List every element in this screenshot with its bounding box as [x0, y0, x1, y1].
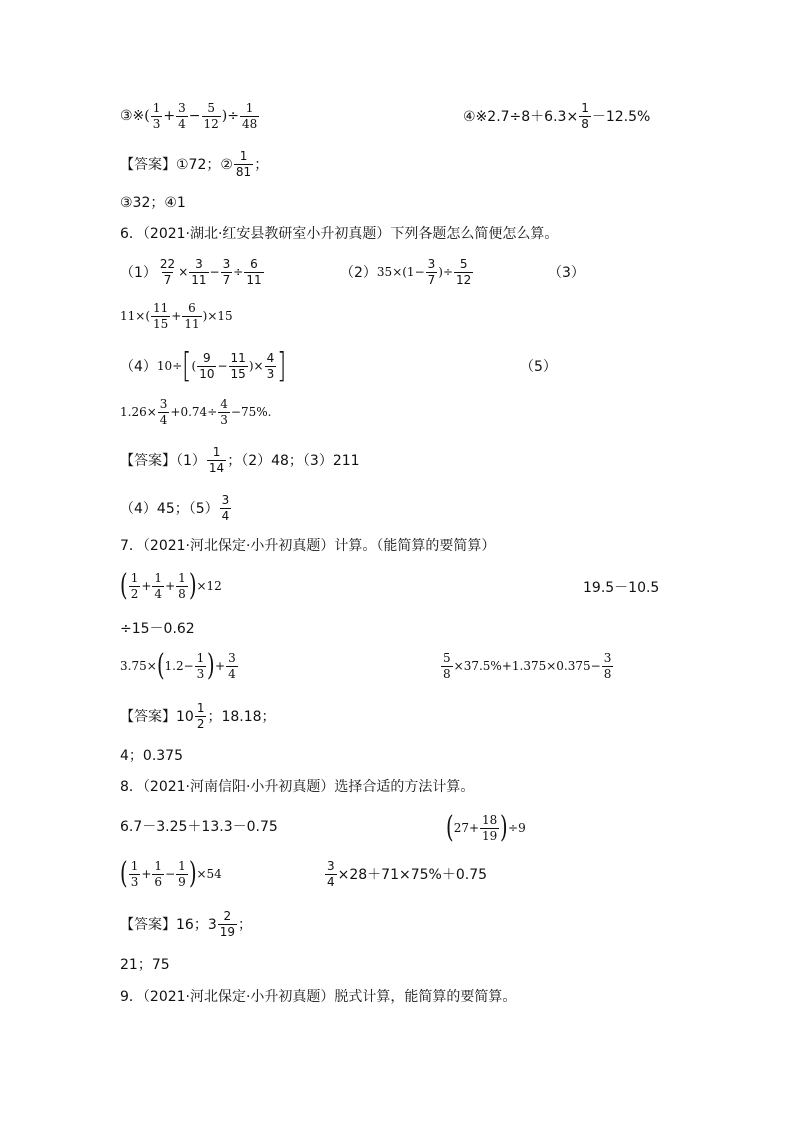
fraction: $\frac{3}{4}$	[159, 396, 168, 427]
q7-expr2-part1: 19.5－10.5	[583, 580, 660, 596]
answer-tail: ；（2）48；（3）211	[227, 453, 360, 469]
fraction: $\frac{11}{15}$	[230, 350, 246, 381]
expr-text: −75%.	[230, 405, 272, 419]
answer-line-2	[120, 488, 232, 528]
paren: )	[188, 856, 197, 891]
q8-expr1: 6.7－3.25＋13.3－0.75	[120, 819, 278, 835]
operator: +	[215, 659, 226, 673]
q7-expr1	[120, 564, 222, 608]
expr-text: 3.75×	[120, 659, 157, 673]
answer-tail: ；18.18；	[207, 709, 276, 725]
expr-q4	[463, 96, 650, 136]
fraction: $\frac{1}{6}$	[154, 858, 163, 889]
fraction: $\frac{3}{7}$	[222, 256, 231, 287]
question-6-title: 6．（2021·湖北·红安县教研室小升初真题）下列各题怎么简便怎么算。	[120, 226, 559, 242]
part-label: （4）	[120, 359, 157, 375]
answer-head: 【答案】10	[120, 709, 194, 725]
fraction: $\frac{1}{81}$	[235, 148, 252, 179]
fraction: $\frac{11}{15}$	[153, 300, 169, 331]
paren: )	[500, 810, 508, 845]
q4-prefix: ④※2.7÷8＋6.3×	[463, 109, 579, 125]
fraction: $\frac{4}{3}$	[266, 350, 275, 381]
paren: (	[120, 568, 128, 603]
paren: (	[191, 359, 197, 373]
expr-text: )÷	[438, 265, 454, 279]
fraction: $\frac{1}{3}$	[196, 650, 205, 681]
fraction: $\frac{1}{3}$	[130, 858, 139, 889]
fraction: $\frac{5}{12}$	[203, 100, 219, 131]
fraction: $\frac{3}{4}$	[178, 100, 186, 131]
q3-prefix: ③※(	[120, 108, 150, 124]
fraction: $\frac{3}{8}$	[603, 650, 612, 681]
fraction: $\frac{4}{3}$	[220, 396, 228, 427]
answer-line	[120, 144, 268, 184]
bracket: [	[182, 346, 192, 386]
operator: −	[188, 108, 201, 124]
expr-text: ×12	[196, 579, 222, 593]
operator: +	[141, 867, 152, 881]
question-8-title: 8．（2021·河南信阳·小升初真题）选择合适的方法计算。	[120, 779, 475, 795]
answer-tail: ；	[238, 917, 253, 933]
paren: (	[156, 648, 165, 683]
fraction: $\frac{6}{11}$	[184, 300, 200, 331]
fraction: $\frac{3}{4}$	[228, 650, 236, 681]
expr-text: 1.26×	[120, 405, 157, 419]
expr-text: 1.2−	[164, 659, 194, 673]
expr-text: ×54	[196, 867, 222, 881]
bracket: ]	[277, 346, 287, 386]
paren: (	[120, 856, 128, 891]
fraction: $\frac{1}{8}$	[581, 100, 589, 131]
expr-text: 27+	[453, 821, 480, 835]
operator: −	[217, 359, 228, 373]
q8-expr3	[120, 852, 222, 896]
q8-expr2	[446, 806, 526, 850]
q6-part2	[340, 252, 474, 292]
q6-part5	[120, 392, 271, 432]
answer-line-2: 21；75	[120, 957, 170, 973]
operator: +	[141, 579, 152, 593]
fraction: $\frac{3}{4}$	[327, 858, 335, 889]
expr-text: ×28＋71×75%＋0.75	[337, 867, 488, 883]
question-7-title: 7．（2021·河北保定·小升初真题）计算。（能简算的要简算）	[120, 538, 496, 554]
fraction: $\frac{1}{4}$	[154, 570, 163, 601]
expr-text: 35×(1−	[376, 265, 425, 279]
q7-expr2-part2: ÷15－0.62	[120, 621, 195, 637]
answer-head: （4）45；（5）	[120, 501, 219, 517]
paren: )	[248, 359, 254, 373]
q6-part4	[120, 344, 286, 388]
paren: )	[207, 648, 215, 683]
operator: +	[163, 108, 176, 124]
fraction: $\frac{3}{4}$	[221, 492, 230, 523]
fraction: $\frac{2}{19}$	[219, 908, 236, 939]
expr-q3	[120, 96, 260, 136]
operator: )÷	[221, 108, 239, 124]
fraction: $\frac{18}{19}$	[482, 812, 498, 843]
fraction: $\frac{5}{8}$	[443, 650, 451, 681]
operator: −	[209, 265, 220, 279]
answer-line-2: 4；0.375	[120, 748, 183, 764]
q6-part3-label: （3）	[548, 265, 585, 281]
fraction: $\frac{1}{2}$	[196, 700, 205, 731]
fraction: $\frac{1}{48}$	[241, 100, 258, 131]
q7-expr3	[120, 644, 239, 688]
q7-expr4	[440, 646, 614, 686]
question-9-title: 9．（2021·河北保定·小升初真题）脱式计算，能简算的要简算。	[120, 989, 517, 1005]
answer-line	[120, 696, 276, 736]
fraction: $\frac{3}{11}$	[191, 256, 207, 287]
q4-tail: －12.5%	[591, 109, 651, 125]
operator: +	[171, 309, 182, 323]
answer-head: 【答案】（1）	[120, 453, 206, 469]
operator: +	[165, 579, 176, 593]
operator: ×	[178, 265, 189, 279]
fraction: $\frac{1}{9}$	[178, 858, 186, 889]
answer-tail: ；	[254, 157, 269, 173]
expr-text: ÷9	[508, 821, 526, 835]
answer-head: 【答案】16；3	[120, 917, 217, 933]
q8-expr4	[324, 854, 487, 894]
fraction: $\frac{9}{10}$	[199, 350, 215, 381]
fraction: $\frac{3}{7}$	[427, 256, 436, 287]
q6-part5-label: （5）	[520, 359, 557, 375]
answer-line-2: ③32；④1	[120, 195, 186, 211]
fraction: $\frac{5}{12}$	[456, 256, 472, 287]
expr-text: 10÷	[156, 359, 183, 373]
paren: )	[188, 568, 197, 603]
fraction: $\frac{22}{7}$	[159, 256, 176, 287]
expr-text: 11×(	[120, 309, 151, 323]
fraction: $\frac{1}{8}$	[178, 570, 186, 601]
expr-text: ×37.5%+1.375×0.375−	[453, 659, 601, 673]
answer-head: 【答案】①72；②	[120, 157, 233, 173]
fraction: $\frac{1}{2}$	[130, 570, 139, 601]
fraction: $\frac{1}{14}$	[208, 444, 225, 475]
part-label: （1）	[120, 265, 157, 281]
operator: ÷	[233, 265, 244, 279]
paren: (	[446, 810, 454, 845]
part-label: （2）	[340, 265, 377, 281]
q6-part3	[120, 296, 233, 336]
operator: ×	[253, 359, 264, 373]
answer-line	[120, 440, 360, 480]
fraction: $\frac{1}{3}$	[152, 100, 161, 131]
expr-text: +0.74÷	[170, 405, 218, 419]
answer-line	[120, 904, 252, 944]
expr-text: )×15	[202, 309, 233, 323]
fraction: $\frac{6}{11}$	[246, 256, 262, 287]
operator: −	[165, 867, 176, 881]
q6-part1	[120, 252, 265, 292]
